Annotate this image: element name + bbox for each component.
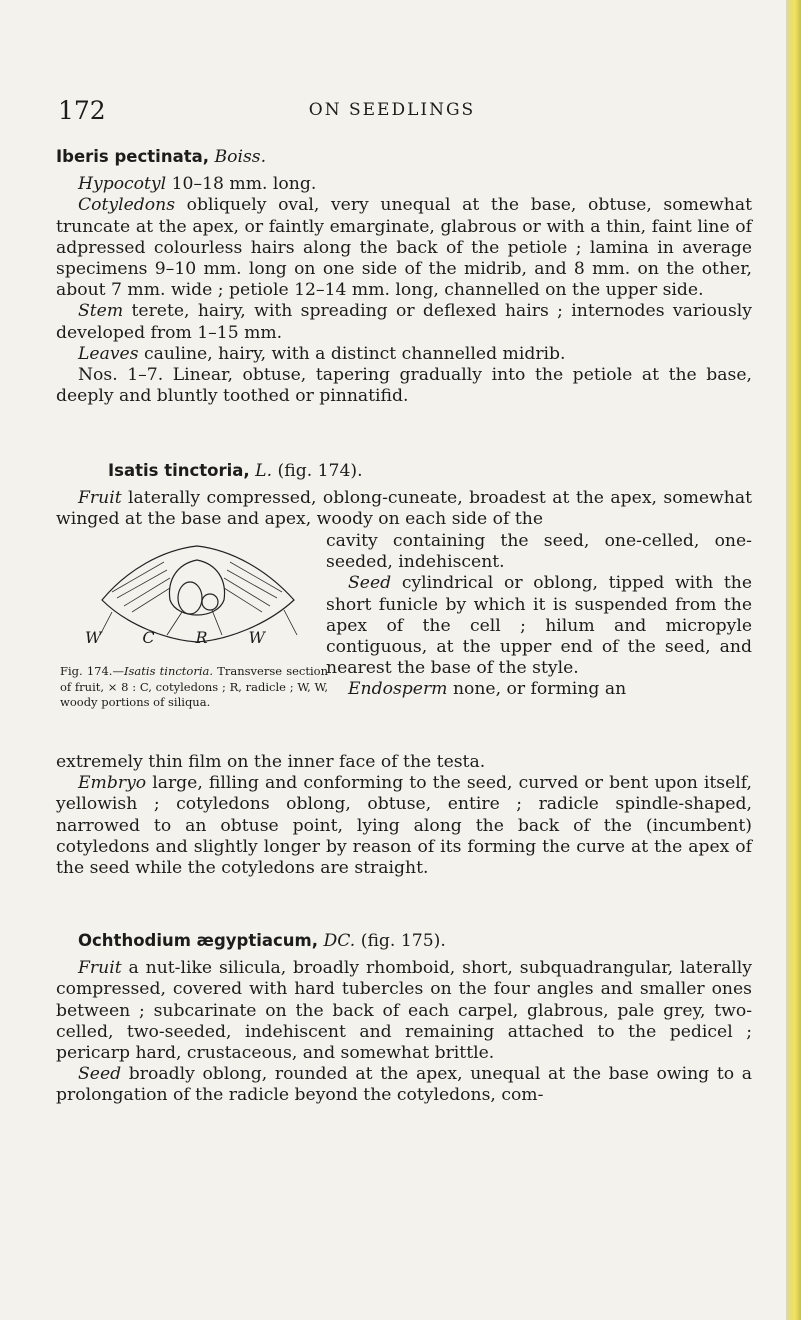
text: cylindrical or oblong, tipped with the short funicle by which it is suspended from the apex of the cell ; hilum and micropyle contiguous, at the upper end of the seed, and nearest the base of the style.: [326, 573, 752, 679]
isatis-heading-name: Isatis tinctoria,: [108, 461, 250, 480]
cotyledon-shape: [178, 582, 202, 614]
text: obliquely oval, very unequal at the base, obtuse, somewhat truncate at the apex, or faintly emarginate, glabrous or with a thin, faint line of adpressed colourless hairs along the back of the petiole ; lamina in average specimens 9–10 mm. long on one side of the midrib, and 8 mm. on the other, about 7 mm. wide ; petiole 12–14 mm. long, channelled on the upper side.: [56, 195, 752, 301]
figure-letters: [85, 628, 265, 647]
isatis-heading-author: L.: [255, 461, 273, 481]
ochthodium-fruit: [56, 958, 752, 1064]
ochthodium-heading: [56, 930, 752, 952]
iberis-nos: Nos. 1–7. Linear, obtuse, tapering gradually into the petiole at the base, deeply and bluntly toothed or pinnatifid.: [56, 365, 752, 407]
iberis-leaves: [56, 344, 752, 365]
isatis-endosperm: [326, 679, 752, 700]
label: Hypocotyl: [78, 174, 167, 195]
ochthodium-section: [56, 930, 752, 1107]
isatis-testa: extremely thin film on the inner face of the testa.: [56, 752, 486, 772]
isatis-heading-fig: (fig. 174).: [272, 461, 363, 481]
page-header: [58, 96, 726, 126]
label: Fruit: [78, 488, 122, 509]
caption-species: Isatis tinctoria.: [123, 664, 214, 678]
text: large, filling and conforming to the seed, curved or bent upon itself, yellowish ; cotyledons oblong, obtuse, entire ; radicle spindle-shaped, narrowed to an obtuse point, lying along the back of the (incumbent) cotyledons and slightly longer by reason of its forming the curve at the apex of the seed while the cotyledons are straight.: [56, 773, 752, 879]
radicle-shape: [202, 594, 218, 610]
ochthodium-heading-name: Ochthodium ægyptiacum,: [78, 931, 319, 950]
text: broadly oblong, rounded at the apex, unequal at the base owing to a prolongation of the radicle beyond the cotyledons, com-: [56, 1064, 752, 1106]
text: cauline, hairy, with a distinct channelled midrib.: [138, 343, 566, 364]
iberis-hypocotyl: [56, 174, 752, 195]
ochthodium-seed: [56, 1064, 752, 1106]
ochthodium-heading-author: DC.: [323, 931, 356, 951]
caption-label: Fig. 174.—: [60, 664, 124, 678]
figure-letter-w2: W: [248, 628, 265, 647]
label: Seed: [78, 1064, 122, 1085]
iberis-stem: [56, 301, 752, 343]
figure-caption: [60, 664, 328, 711]
isatis-embryo: [56, 773, 752, 879]
iberis-cotyledons: [56, 195, 752, 301]
text: laterally compressed, oblong-cuneate, broadest at the apex, somewhat winged at the base and apex, woody on each side of the: [56, 488, 752, 530]
isatis-heading: [56, 460, 752, 482]
label: Stem: [78, 301, 124, 322]
iberis-heading-author: Boiss.: [214, 147, 267, 167]
page-number: 172: [58, 96, 106, 125]
label: Seed: [348, 573, 392, 594]
isatis-cavity: cavity containing the seed, one-celled, one-seeded, indehiscent.: [326, 531, 752, 573]
iberis-heading-name: Iberis pectinata,: [56, 147, 209, 166]
figure-letter-r: R: [195, 628, 208, 647]
iberis-heading: [56, 146, 752, 168]
label: Fruit: [78, 958, 122, 979]
text: terete, hairy, with spreading or deflexed hairs ; internodes variously developed from 1–15 mm.: [56, 301, 752, 343]
label: Leaves: [78, 343, 139, 364]
figure-letter-c: C: [142, 628, 155, 647]
iberis-section: [56, 146, 752, 407]
caption-text: Transverse section of fruit, × 8 : C, cotyledons ; R, radicle ; W, W, woody portions of siliqua.: [60, 664, 328, 709]
isatis-right-column: [326, 531, 752, 701]
isatis-continued: [56, 752, 752, 879]
text: 10–18 mm. long.: [166, 174, 317, 195]
figure-letter-w: W: [85, 628, 102, 647]
page-edge: [786, 0, 801, 1320]
label: Embryo: [78, 773, 147, 794]
running-head: ON SEEDLINGS: [308, 100, 476, 120]
label: Cotyledons: [78, 195, 176, 216]
text: a nut-like silicula, broadly rhomboid, short, subquadrangular, laterally compressed, covered with hard tubercles on the four angles and smaller ones between ; subcarinate on the back of each carpel, glabrous, pale grey, two-celled, two-seeded, indehiscent and remaining attached to the pedicel ; pericarp hard, crustaceous, and somewhat brittle.: [56, 958, 752, 1064]
isatis-fruit: [56, 488, 752, 530]
isatis-seed: [326, 573, 752, 679]
label: Endosperm: [348, 679, 448, 700]
text: none, or forming an: [447, 679, 627, 700]
isatis-section: [56, 460, 752, 531]
ochthodium-heading-fig: (fig. 175).: [355, 931, 446, 951]
